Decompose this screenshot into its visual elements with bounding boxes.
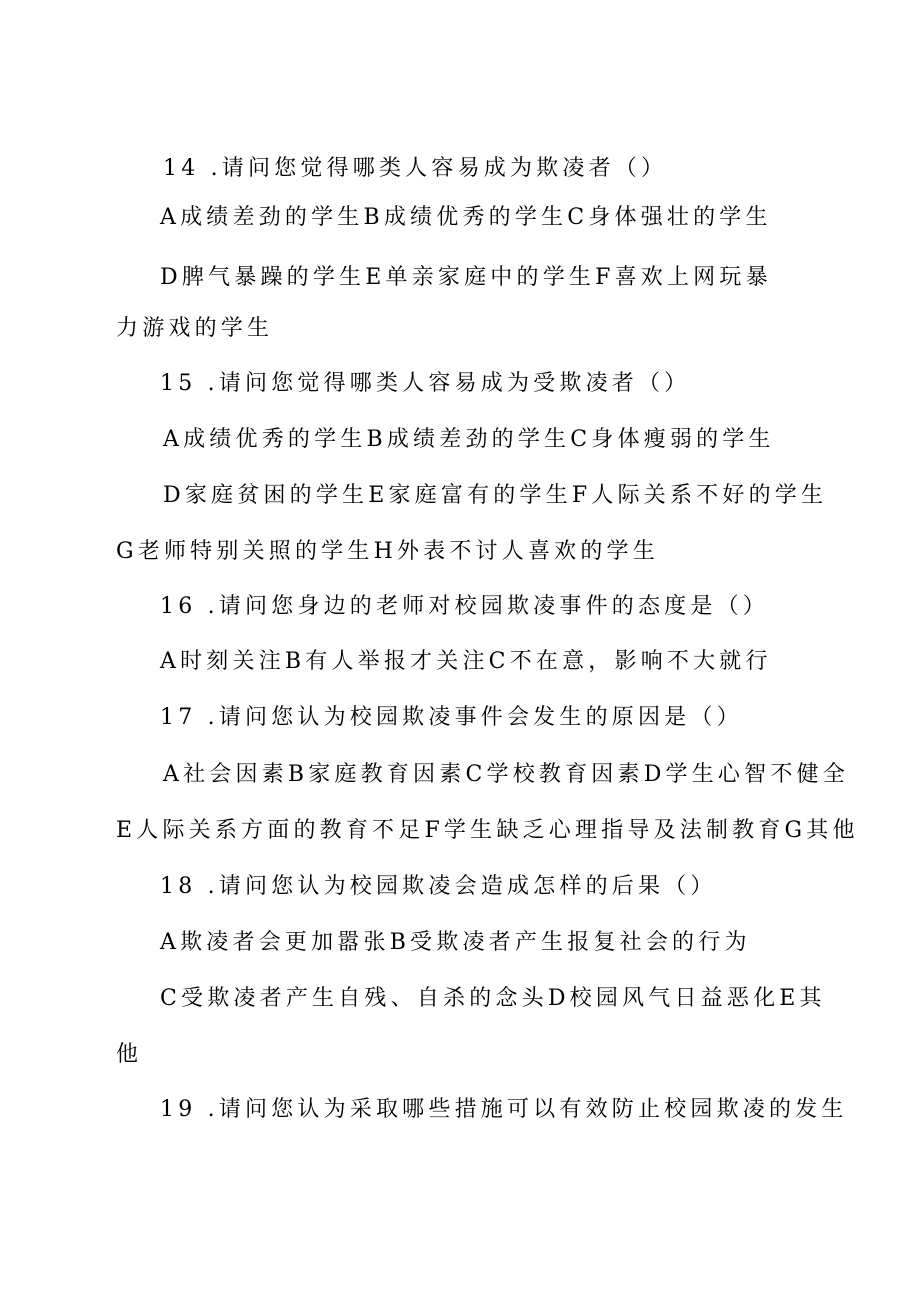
question-17-options: E人际关系方面的教育不足F学生缺乏心理指导及法制教育G其他 <box>116 818 859 843</box>
question-14-options: 力游戏的学生 <box>116 316 274 341</box>
question-18: 18 .请问您认为校园欺凌会造成怎样的后果（） <box>160 874 717 899</box>
question-17-options: A社会因素B家庭教育因素C学校教育因素D学生心智不健全 <box>163 762 849 787</box>
question-18-options: C受欺凌者产生自残、自杀的念头D校园风气日益恶化E其 <box>160 986 826 1011</box>
question-15: 15 .请问您觉得哪类人容易成为受欺凌者（） <box>160 371 691 396</box>
question-15-options: G老师特别关照的学生H外表不讨人喜欢的学生 <box>116 539 659 564</box>
question-18-options: 他 <box>116 1042 143 1067</box>
question-18-options: A欺凌者会更加嚣张B受欺凌者产生报复社会的行为 <box>160 930 751 955</box>
question-14-options: A成绩差劲的学生B成绩优秀的学生C身体强壮的学生 <box>160 205 772 230</box>
question-15-options: D家庭贫困的学生E家庭富有的学生F人际关系不好的学生 <box>163 483 828 508</box>
question-15-options: A成绩优秀的学生B成绩差劲的学生C身体瘦弱的学生 <box>163 427 775 452</box>
question-16: 16 .请问您身边的老师对校园欺凌事件的态度是（） <box>160 594 769 619</box>
question-17: 17 .请问您认为校园欺凌事件会发生的原因是（） <box>160 705 743 730</box>
question-14: 14 .请问您觉得哪类人容易成为欺凌者（） <box>163 156 668 181</box>
question-16-options: A时刻关注B有人举报才关注C不在意，影响不大就行 <box>160 649 772 674</box>
question-14-options: D脾气暴躁的学生E单亲家庭中的学生F喜欢上网玩暴 <box>160 265 772 290</box>
question-19: 19 .请问您认为采取哪些措施可以有效防止校园欺凌的发生 <box>160 1097 848 1122</box>
